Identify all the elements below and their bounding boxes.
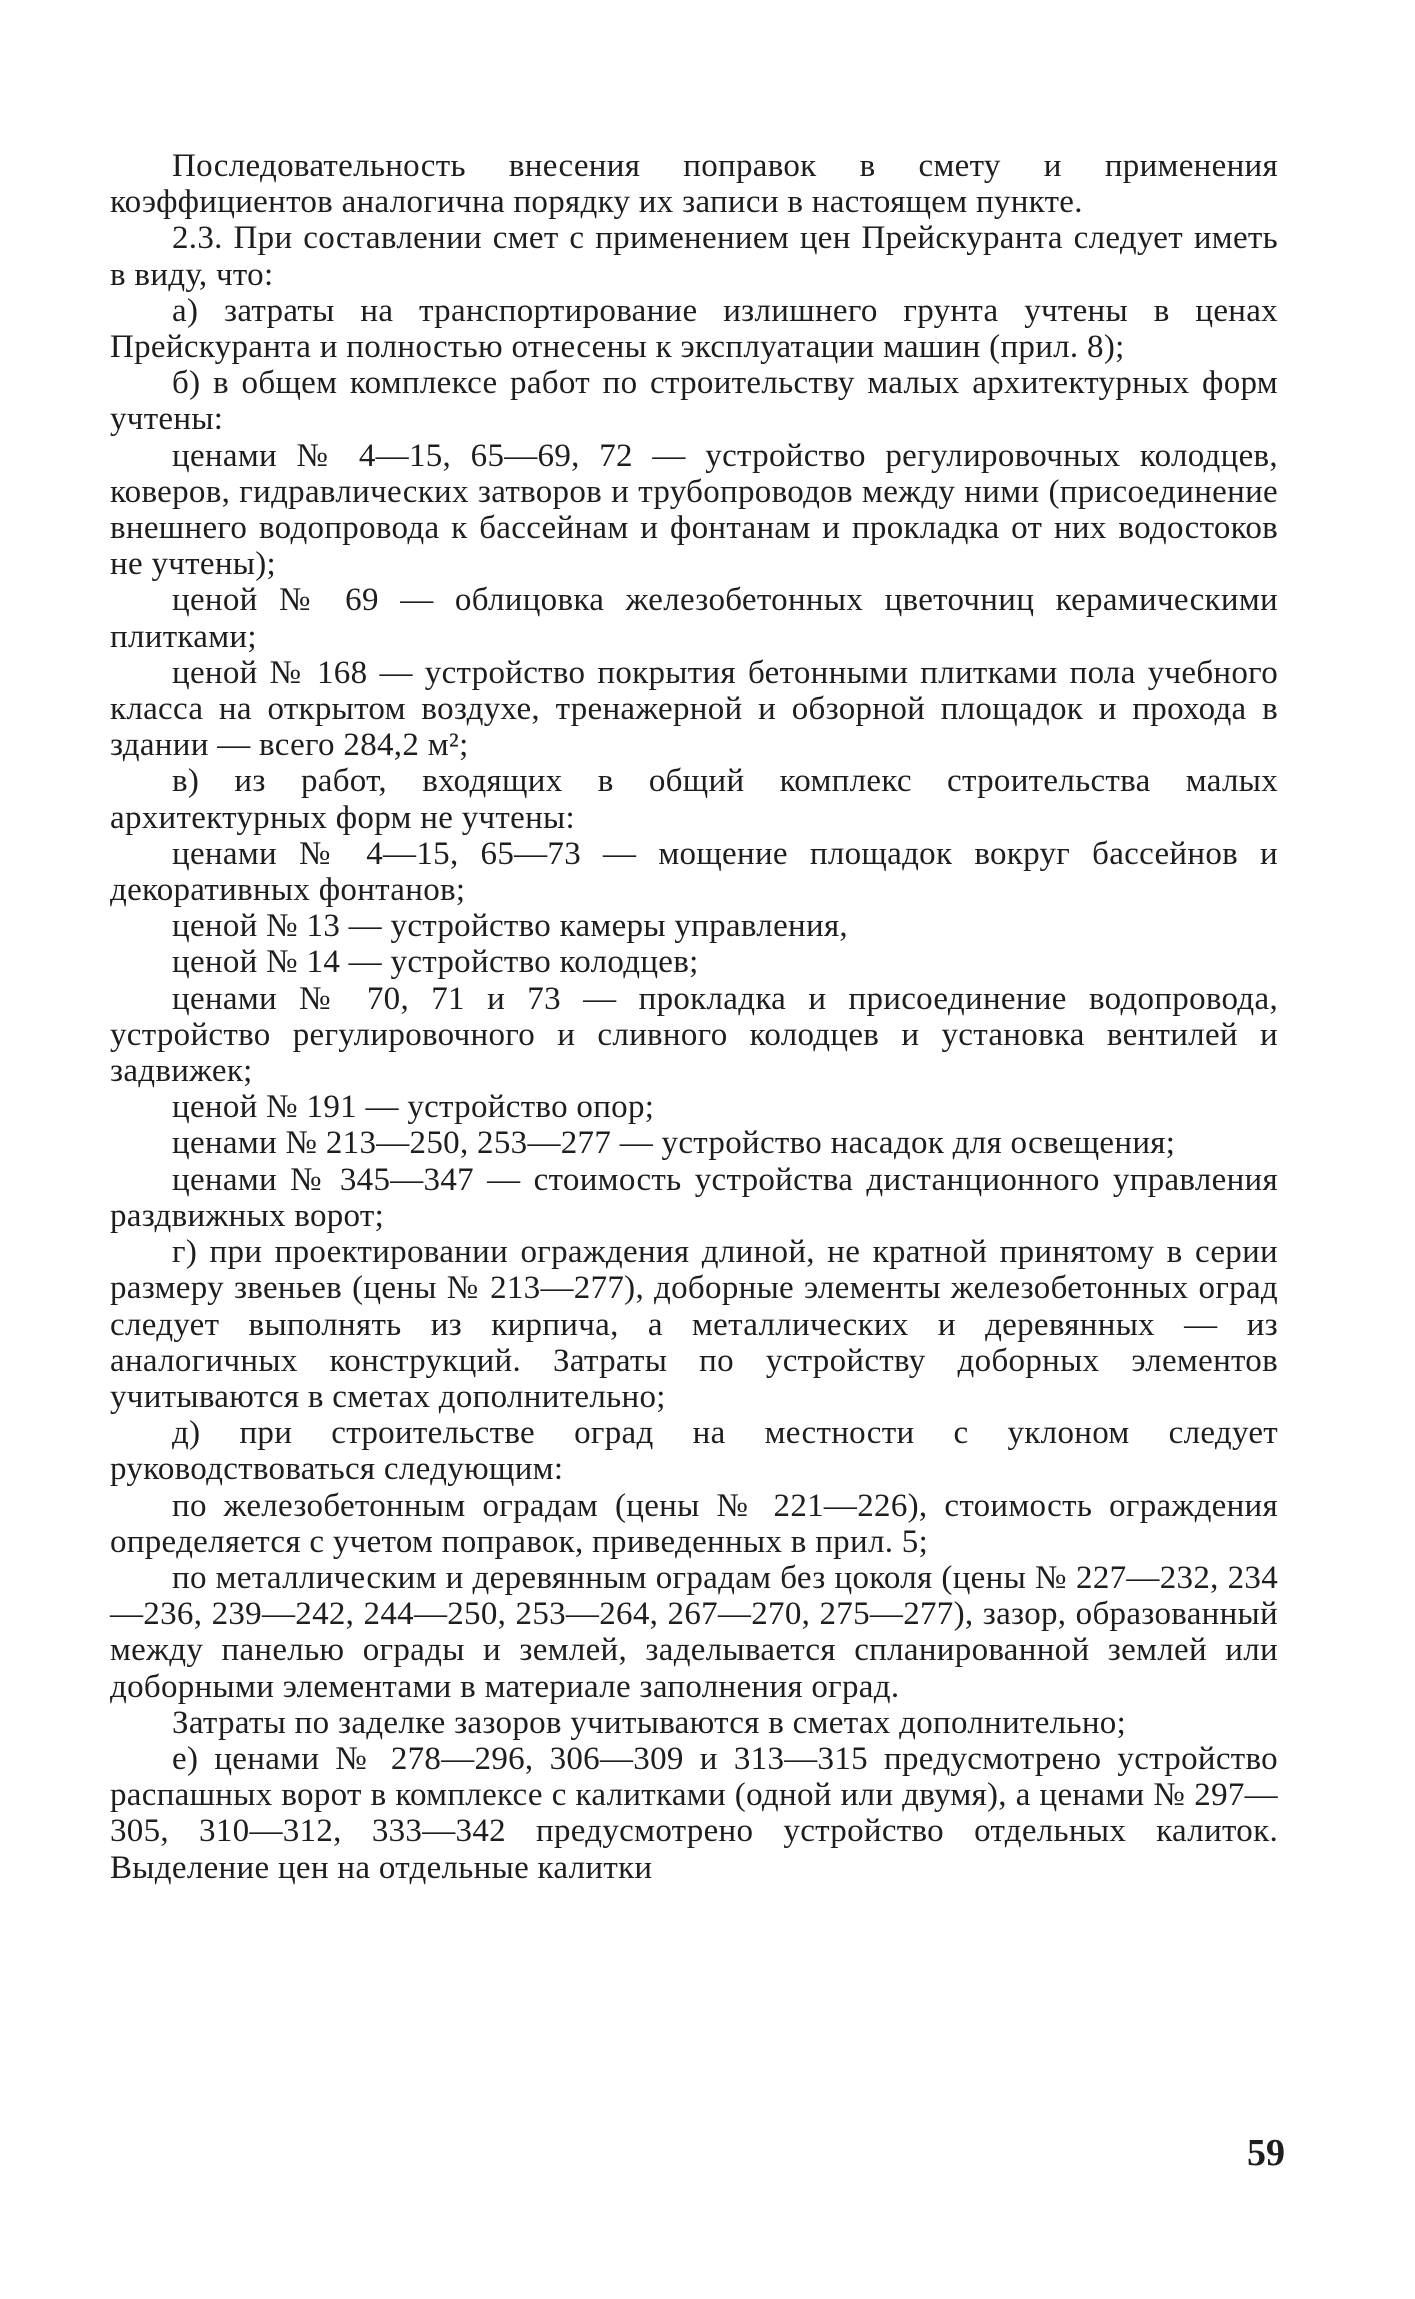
- paragraph: е) ценами № 278—296, 306—309 и 313—315 предусмотрено устройство распашных ворот в комплексе с калитками (одной или двумя), а ценами № 297—305, 310—312, 333—342 предусмотрено устройство отдельных калиток. Выделение цен на отдельные калитки: [110, 1740, 1278, 1886]
- paragraph: ценами № 4—15, 65—73 — мощение площадок вокруг бассейнов и декоративных фонтанов;: [110, 835, 1278, 909]
- paragraph: Последовательность внесения поправок в смету и применения коэффициентов аналогична порядку их записи в настоящем пункте.: [110, 148, 1278, 221]
- paragraph: 2.3. При составлении смет с применением цен Прейскуранта следует иметь в виду, что:: [110, 220, 1278, 293]
- paragraph: ценой № 69 — облицовка железобетонных цветочниц керамическими плитками;: [110, 582, 1278, 655]
- paragraph: по металлическим и деревянным оградам без цоколя (цены № 227—232, 234—236, 239—242, 244—250, 253—264, 267—270, 275—277), зазор, образованный между панелью ограды и землей, заделывается спланированной землей или доборными элементами в материале заполнения оград.: [110, 1559, 1278, 1705]
- paragraph: ценой № 168 — устройство покрытия бетонными плитками пола учебного класса на открытом воздухе, тренажерной и обзорной площадок и прохода в здании — всего 284,2 м²;: [110, 654, 1278, 764]
- paragraph: д) при строительстве оград на местности с уклоном следует руководствоваться следующим:: [110, 1415, 1278, 1488]
- paragraph: а) затраты на транспортирование излишнего грунта учтены в ценах Прейскуранта и полностью отнесены к эксплуатации машин (прил. 8);: [110, 292, 1278, 366]
- paragraph: б) в общем комплексе работ по строительству малых архитектурных форм учтены:: [110, 365, 1278, 438]
- paragraph: ценой № 191 — устройство опор;: [172, 1089, 655, 1126]
- paragraph: ценами № 4—15, 65—69, 72 — устройство регулировочных колодцев, коверов, гидравлических затворов и трубопроводов между ними (присоединение внешнего водопровода к бассейнам и фонтанам и прокладка от них водостоков не учтены);: [110, 437, 1278, 583]
- paragraph: ценой № 14 — устройство колодцев;: [172, 944, 699, 981]
- paragraph: ценой № 13 — устройство камеры управления,: [172, 908, 848, 945]
- paragraph: г) при проектировании ограждения длиной, не кратной принятому в серии размеру звеньев (цены № 213—277), доборные элементы железобетонных оград следует выполнять из кирпича, а металлических и деревянных — из аналогичных конструкций. Затраты по устройству доборных элементов учитываются в сметах дополнительно;: [110, 1234, 1278, 1415]
- paragraph: Затраты по заделке зазоров учитываются в сметах дополнительно;: [172, 1704, 1127, 1741]
- paragraph: по железобетонным оградам (цены № 221—226), стоимость ограждения определяется с учетом поправок, приведенных в прил. 5;: [110, 1487, 1278, 1560]
- paragraph: в) из работ, входящих в общий комплекс строительства малых архитектурных форм не учтены:: [110, 763, 1278, 836]
- paragraph: ценами № 345—347 — стоимость устройства дистанционного управления раздвижных ворот;: [110, 1161, 1278, 1234]
- paragraph: ценами № 70, 71 и 73 — прокладка и присоединение водопровода, устройство регулировочного и сливного колодцев и установка вентилей и задвижек;: [110, 980, 1278, 1090]
- page-number: 59: [1247, 2132, 1285, 2174]
- paragraph: ценами № 213—250, 253—277 — устройство насадок для освещения;: [172, 1125, 1176, 1162]
- document-page: [110, 148, 1278, 1886]
